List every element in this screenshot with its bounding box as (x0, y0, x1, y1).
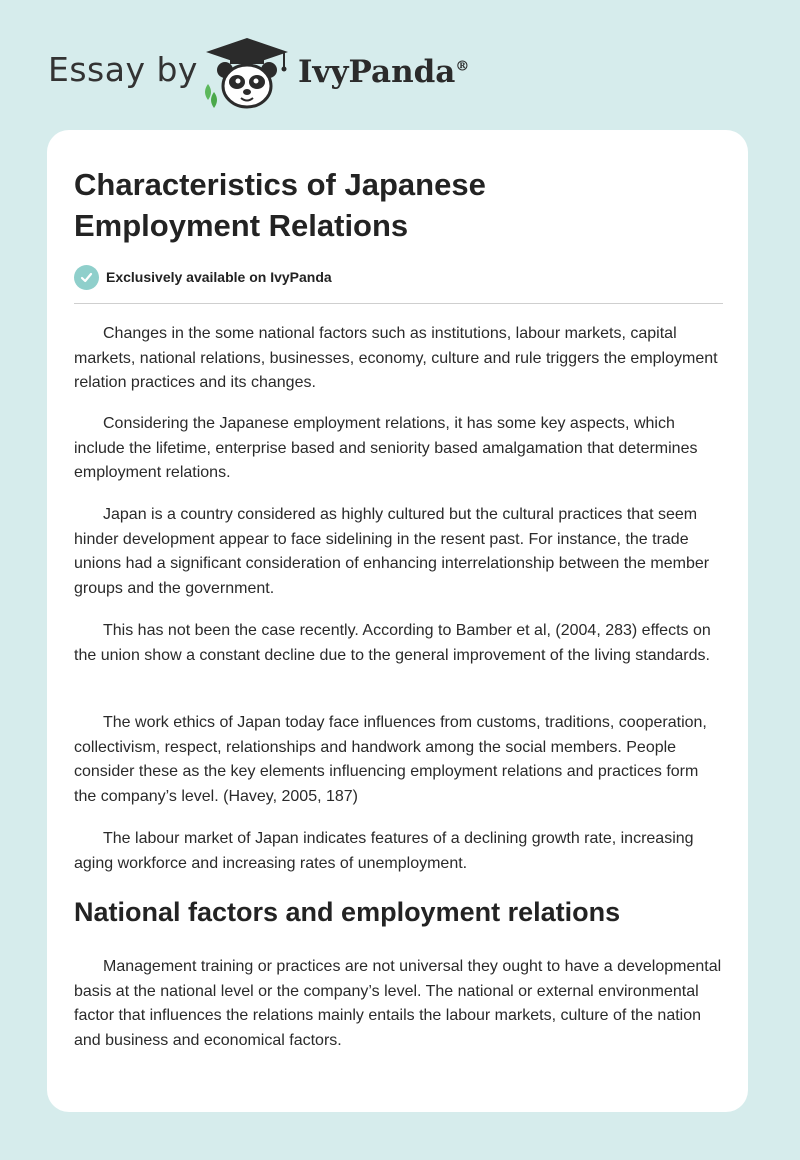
brand-name[interactable] (298, 54, 469, 90)
paragraph: Changes in the some national factors such as institutions, labour markets, capital markets, national relations, businesses, economy, culture and rule triggers the employment relation practices and its changes. (74, 325, 718, 391)
ivypanda-logo-icon[interactable] (200, 36, 295, 112)
divider (74, 303, 723, 304)
paragraph: This has not been the case recently. According to Bamber et al, (2004, 283) effects on the union show a constant decline due to the general improvement of the living standards. (74, 622, 711, 664)
registered-mark: ® (455, 58, 470, 75)
paragraph: The labour market of Japan indicates features of a declining growth rate, increasing aging workforce and increasing rates of unemployment. (74, 830, 694, 872)
exclusive-badge (74, 264, 332, 290)
paragraph: The work ethics of Japan today face influences from customs, traditions, cooperation, collectivism, respect, relationships and handwork among the social members. People consider these as the key elements influencing employment relations and practices form the company’s level. (Havey, 2005, 187) (74, 714, 707, 805)
site-header (48, 36, 508, 112)
article-title: Characteristics of Japanese Employment Relations (74, 167, 486, 243)
section-heading: National factors and employment relations (74, 897, 621, 927)
paragraph: Considering the Japanese employment relations, it has some key aspects, which include the lifetime, enterprise based and seniority based amalgamation that determines employment relations. (74, 415, 698, 481)
article-card (47, 130, 748, 1112)
essay-by-label: Essay by (48, 50, 198, 89)
exclusive-badge-label: Exclusively available on IvyPanda (106, 269, 332, 285)
checkmark-icon (74, 265, 99, 290)
paragraph: Management training or practices are not universal they ought to have a developmental basis at the national level or the company’s level. The national or external environmental factor that influences the relations mainly entails the labour markets, culture of the nation and business and economical factors. (74, 958, 722, 1049)
paragraph: Japan is a country considered as highly cultured but the cultural practices that seem hinder development appear to face sidelining in the resent past. For instance, the trade unions had a significant consideration of enhancing interrelationship between the member groups and the government. (74, 506, 710, 597)
brand-text[interactable]: IvyPanda (298, 54, 456, 90)
